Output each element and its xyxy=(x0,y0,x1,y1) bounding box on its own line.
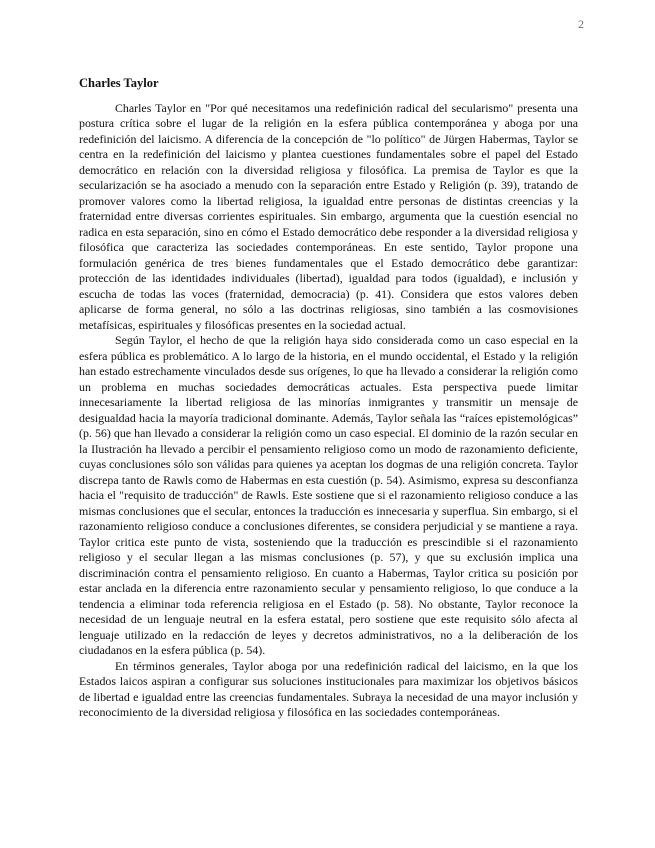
paragraph-2: Según Taylor, el hecho de que la religión haya sido considerada como un caso especial en la esfera pública es problemático. A lo largo de la historia, en el mundo occidental, el Estado y la religión han estado estrechamente vinculados desde sus orígenes, lo que ha llevado a considerar la religión como un problema en muchas sociedades democráticas actuales. Esta perspectiva puede limitar innecesariamente la libertad religiosa de las minorías inmigrantes y transmitir un mensaje de desigualdad hacia la mayoría tradicional dominante. Además, Taylor señala las “raíces epistemológicas” (p. 56) que han llevado a considerar la religión como un caso especial. El dominio de la razón secular en la Ilustración ha llevado a percibir el pensamiento religioso como un modo de razonamiento deficiente, cuyas conclusiones sólo son válidas para quienes ya aceptan los dogmas de una religión concreta. Taylor discrepa tanto de Rawls como de Habermas en esta cuestión (p. 54). Asimismo, expresa su desconfianza hacia el "requisito de traducción" de Rawls. Este sostiene que si el razonamiento religioso conduce a las mismas conclusiones que el secular, entonces la traducción es innecesaria y superflua. Sin embargo, si el razonamiento religioso conduce a conclusiones diferentes, se considera perjudicial y se mantiene a raya. Taylor critica este punto de vista, sosteniendo que la traducción es prescindible si el razonamiento religioso y el secular llegan a las mismas conclusiones (p. 57), y que su exclusión implica una discriminación contra el pensamiento religioso. En cuanto a Habermas, Taylor critica su posición por estar anclada en la diferencia entre razonamiento secular y pensamiento religioso, lo que conduce a la tendencia a eliminar toda referencia religiosa en el Estado (p. 58). No obstante, Taylor reconoce la necesidad de un lenguaje neutral en la esfera estatal, pero sostiene que este requisito sólo afecta al lenguaje utilizado en la redacción de leyes y decretos administrativos, no a la deliberación de los ciudadanos en la esfera pública (p. 54). xyxy=(79,333,578,657)
paragraph-1: Charles Taylor en "Por qué necesitamos una redefinición radical del secularismo" presenta una postura crítica sobre el lugar de la religión en la esfera pública contemporánea y aboga por una redefinición del laicismo. A diferencia de la concepción de "lo político" de Jürgen Habermas, Taylor se centra en la redefinición del laicismo y plantea cuestiones fundamentales sobre el papel del Estado democrático en relación con la diversidad religiosa y filosófica. La premisa de Taylor es que la secularización se ha asociado a menudo con la separación entre Estado y Religión (p. 39), tratando de promover valores como la libertad religiosa, la igualdad entre personas de distintas creencias y la fraternidad entre diversas corrientes espirituales. Sin embargo, argumenta que la cuestión esencial no radica en esta separación, sino en cómo el Estado democrático debe responder a la diversidad religiosa y filosófica que caracteriza las sociedades contemporáneas. En este sentido, Taylor propone una formulación genérica de tres bienes fundamentales que el Estado democrático debe garantizar: protección de las identidades individuales (libertad), igualdad para todos (igualdad), e inclusión y escucha de todas las voces (fraternidad, democracia) (p. 41). Considera que estos valores deben aplicarse de forma general, no sólo a las doctrinas religiosas, sino también a las cosmovisiones metafísicas, espirituales y filosóficas presentes en la sociedad actual. xyxy=(79,100,578,332)
section-heading: Charles Taylor xyxy=(79,76,159,90)
page-number: 2 xyxy=(578,17,584,31)
document-body xyxy=(79,76,578,721)
paragraph-3: En términos generales, Taylor aboga por una redefinición radical del laicismo, en la que los Estados laicos aspiran a configurar sus soluciones institucionales para maximizar los objetivos básicos de libertad e igualdad entre las creencias fundamentales. Subraya la necesidad de una mayor inclusión y reconocimiento de la diversidad religiosa y filosófica en las sociedades contemporáneas. xyxy=(79,658,578,719)
